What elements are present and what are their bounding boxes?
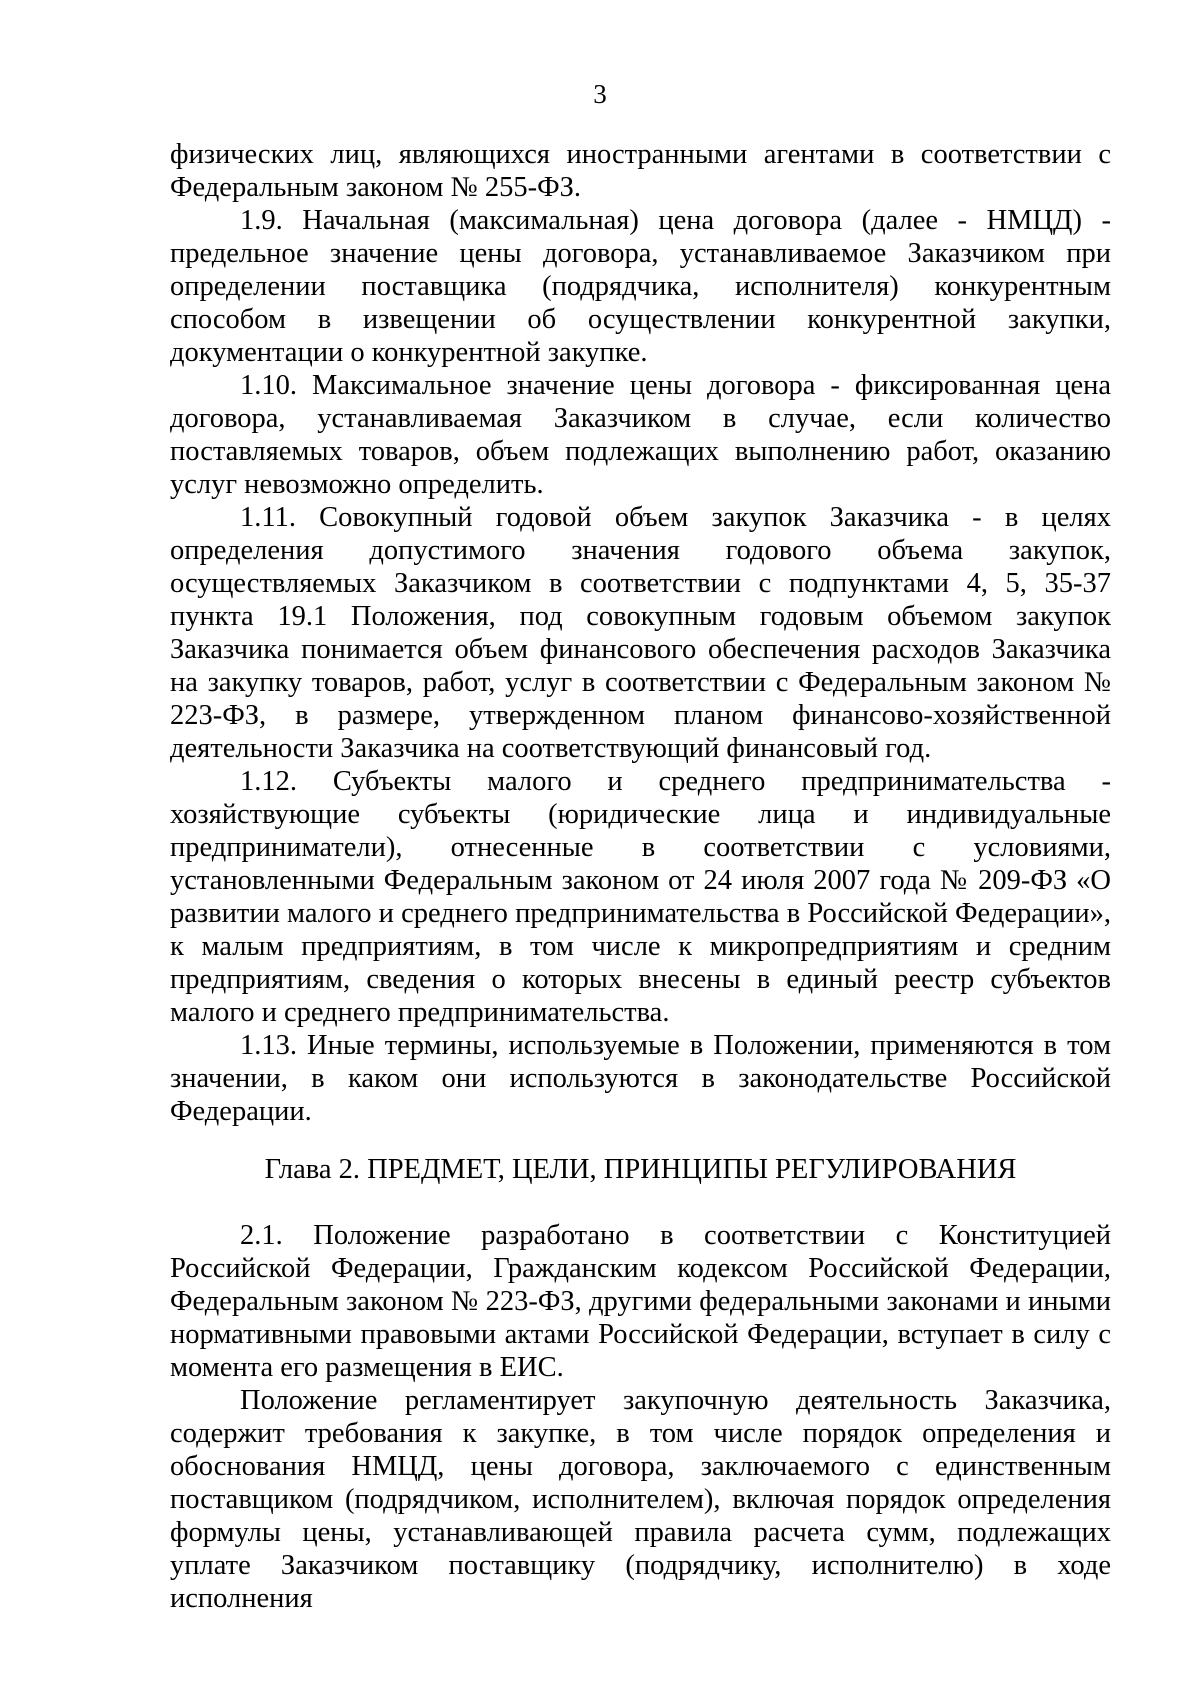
definition-1-11: 1.11. Совокупный годовой объем закупок Заказчика - в целях определения допустимого значения годового объема закупок, осуществляемых Заказчиком в соответствии с подпунктами 4, 5, 35-37 пункта 19.1 Положения, под совокупным годовым объемом закупок Заказчика понимается объем финансового обеспечения расходов Заказчика на закупку товаров, работ, услуг в соответствии с Федеральным законом № 223-ФЗ, в размере, утвержденном планом финансово-хозяйственной деятельности Заказчика на соответствующий финансовый год. [170, 502, 1111, 764]
definition-1-9: 1.9. Начальная (максимальная) цена договора (далее - НМЦД) - предельное значение цены договора, устанавливаемое Заказчиком при определении поставщика (подрядчика, исполнителя) конкурентным способом в извещении об осуществлении конкурентной закупки, документации о конкурентной закупке. [170, 205, 1111, 368]
definition-1-10: 1.10. Максимальное значение цены договора - фиксированная цена договора, устанавливаемая Заказчиком в случае, если количество поставляемых товаров, объем подлежащих выполнению работ, оказанию услуг невозможно определить. [170, 370, 1111, 500]
definition-1-13: 1.13. Иные термины, используемые в Положении, применяются в том значении, в каком они используются в законодательстве Российской Федерации. [170, 1030, 1111, 1127]
continuation-paragraph: физических лиц, являющихся иностранными агентами в соответствии с Федеральным законом № 255-ФЗ. [170, 139, 1111, 203]
paragraph-2-1: 2.1. Положение разработано в соответствии с Конституцией Российской Федерации, Гражданским кодексом Российской Федерации, Федеральным законом № 223-ФЗ, другими федеральными законами и иными нормативными правовыми актами Российской Федерации, вступает в силу с момента его размещения в ЕИС. [170, 1220, 1111, 1383]
chapter-heading: Глава 2. ПРЕДМЕТ, ЦЕЛИ, ПРИНЦИПЫ РЕГУЛИРОВАНИЯ [264, 1154, 1017, 1185]
definition-1-12: 1.12. Субъекты малого и среднего предпринимательства - хозяйствующие субъекты (юридические лица и индивидуальные предприниматели), отнесенные в соответствии с условиями, установленными Федеральным законом от 24 июля 2007 года № 209-ФЗ «О развитии малого и среднего предпринимательства в Российской Федерации», к малым предприятиям, в том числе к микропредприятиям и средним предприятиям, сведения о которых внесены в единый реестр субъектов малого и среднего предпринимательства. [170, 766, 1111, 1028]
definitions-section [170, 138, 1111, 1128]
page-number: 3 [593, 79, 607, 109]
paragraph-regulation: Положение регламентирует закупочную деятельность Заказчика, содержит требования к закупке, в том числе порядок определения и обоснования НМЦД, цены договора, заключаемого с единственным поставщиком (подрядчиком, исполнителем), включая порядок определения формулы цены, устанавливающей правила расчета сумм, подлежащих уплате Заказчиком поставщику (подрядчику, исполнителю) в ходе исполнения [170, 1385, 1111, 1614]
chapter-2-section [170, 1219, 1111, 1615]
